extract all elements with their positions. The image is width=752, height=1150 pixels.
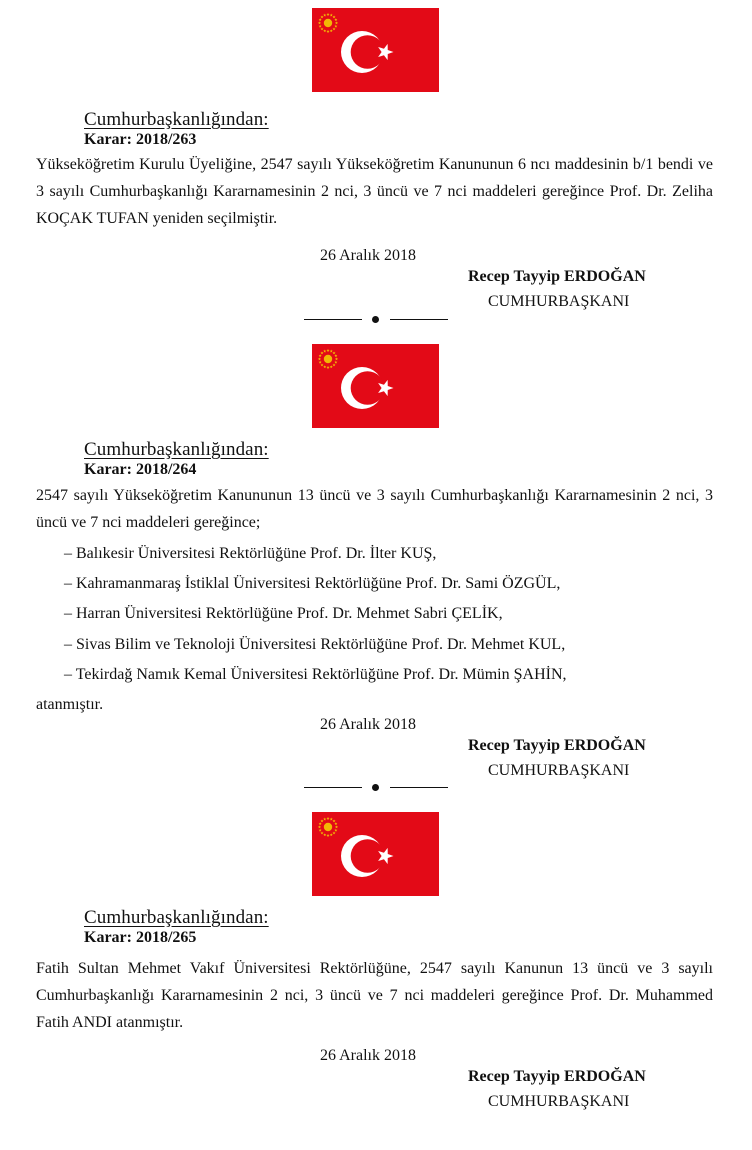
decree-heading: Cumhurbaşkanlığından: bbox=[84, 439, 269, 460]
decree-date: 26 Aralık 2018 bbox=[320, 1047, 416, 1064]
signer-name: Recep Tayyip ERDOĞAN bbox=[468, 737, 646, 754]
appointment-item: – Tekirdağ Namık Kemal Üniversitesi Rektörlüğüne Prof. Dr. Mümin ŞAHİN, bbox=[64, 666, 567, 683]
decree-closing: atanmıştır. bbox=[36, 696, 104, 713]
signer-name: Recep Tayyip ERDOĞAN bbox=[468, 268, 646, 285]
turkish-presidential-flag-icon bbox=[312, 344, 439, 428]
decree-date: 26 Aralık 2018 bbox=[320, 247, 416, 264]
appointment-item: – Balıkesir Üniversitesi Rektörlüğüne Prof. Dr. İlter KUŞ, bbox=[64, 545, 437, 562]
decree-body: Yükseköğretim Kurulu Üyeliğine, 2547 sayılı Yükseköğretim Kanununun 6 ncı maddesinin b/1 bendi ve 3 sayılı Cumhurbaşkanlığı Kararnamesinin 2 nci, 3 üncü ve 7 nci maddeleri gereğince Prof. Dr. Zeliha KOÇAK TUFAN yeniden seçilmiştir. bbox=[36, 156, 713, 227]
decree-heading: Cumhurbaşkanlığından: bbox=[84, 907, 269, 928]
decree-number: Karar: 2018/263 bbox=[84, 131, 197, 148]
decree-heading: Cumhurbaşkanlığından: bbox=[84, 109, 269, 130]
signer-title: CUMHURBAŞKANI bbox=[488, 293, 630, 310]
appointment-item: – Kahramanmaraş İstiklal Üniversitesi Rektörlüğüne Prof. Dr. Sami ÖZGÜL, bbox=[64, 575, 561, 592]
appointment-item: – Sivas Bilim ve Teknoloji Üniversitesi Rektörlüğüne Prof. Dr. Mehmet KUL, bbox=[64, 636, 566, 653]
signer-name: Recep Tayyip ERDOĞAN bbox=[468, 1068, 646, 1085]
decree-number: Karar: 2018/265 bbox=[84, 929, 197, 946]
turkish-presidential-flag-icon bbox=[312, 8, 439, 92]
appointment-item: – Harran Üniversitesi Rektörlüğüne Prof. Dr. Mehmet Sabri ÇELİK, bbox=[64, 605, 503, 622]
section-separator bbox=[304, 313, 448, 327]
turkish-presidential-flag-icon bbox=[312, 812, 439, 896]
section-separator bbox=[304, 781, 448, 795]
decree-body: 2547 sayılı Yükseköğretim Kanununun 13 üncü ve 3 sayılı Cumhurbaşkanlığı Kararnamesinin 2 nci, 3 üncü ve 7 nci maddeleri gereğince; bbox=[36, 487, 713, 531]
signer-title: CUMHURBAŞKANI bbox=[488, 762, 630, 779]
decree-number: Karar: 2018/264 bbox=[84, 461, 197, 478]
decree-body: Fatih Sultan Mehmet Vakıf Üniversitesi Rektörlüğüne, 2547 sayılı Kanunun 13 üncü ve 3 sayılı Cumhurbaşkanlığı Kararnamesinin 2 nci, 3 üncü ve 7 nci maddeleri gereğince Prof. Dr. Muhammed Fatih ANDI atanmıştır. bbox=[36, 960, 713, 1031]
decree-date: 26 Aralık 2018 bbox=[320, 716, 416, 733]
signer-title: CUMHURBAŞKANI bbox=[488, 1093, 630, 1110]
